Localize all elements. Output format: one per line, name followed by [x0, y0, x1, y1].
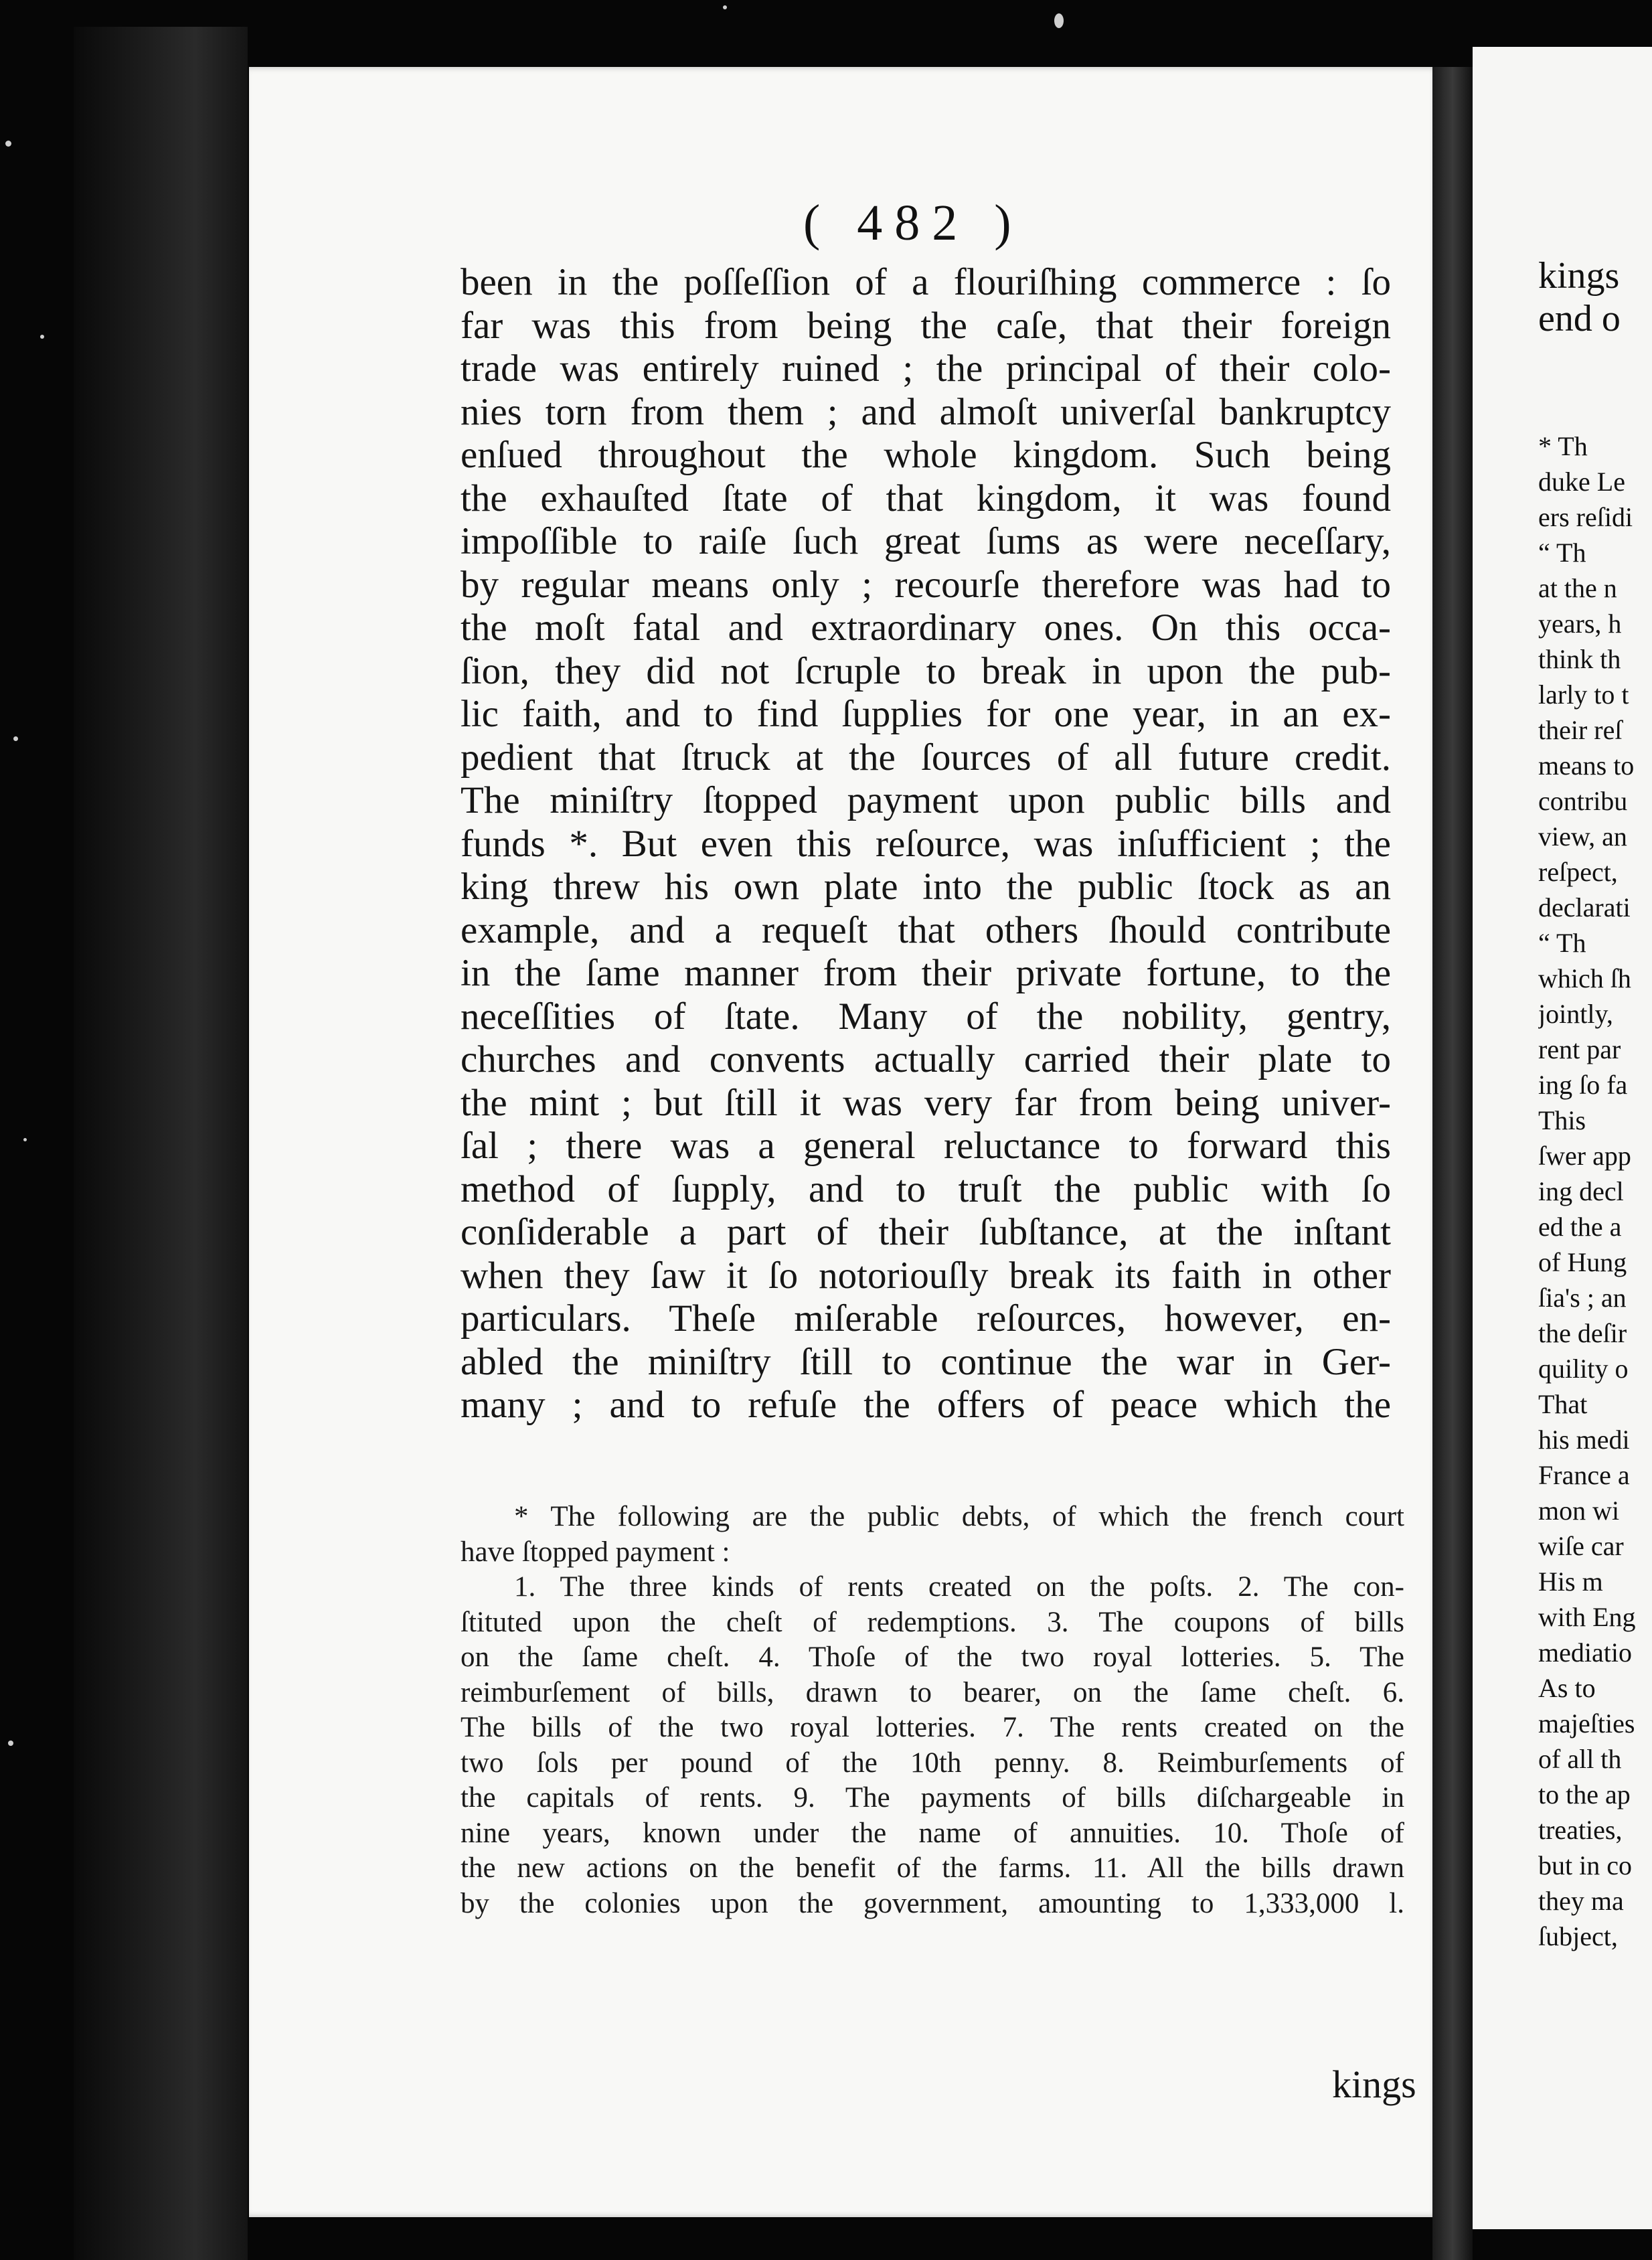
text-line: neceſſities of ſtate. Many of the nobility, gentry, — [461, 995, 1391, 1038]
text-line: the mint ; but ſtill it was very far from being univer- — [461, 1081, 1391, 1124]
facing-line: treaties, — [1538, 1815, 1623, 1845]
facing-line: “ Th — [1538, 538, 1586, 568]
text-line: nies torn from them ; and almoſt univerſal bankruptcy — [461, 390, 1391, 433]
facing-line: means to — [1538, 750, 1635, 781]
dust-speck — [13, 736, 18, 741]
text-line: ſal ; there was a general reluctance to forward this — [461, 1125, 1391, 1167]
facing-line: of Hung — [1538, 1247, 1627, 1277]
text-line: been in the poſſeſſion of a flouriſhing commerce : ſo — [461, 261, 1391, 303]
text-line: conſiderable a part of their ſubſtance, at the inſtant — [461, 1211, 1391, 1253]
facing-line: mediatio — [1538, 1637, 1632, 1668]
facing-line: That — [1538, 1389, 1588, 1419]
text-line: in the ſame manner from their private fortune, to the — [461, 952, 1391, 994]
facing-line: mon wi — [1538, 1496, 1620, 1526]
dust-speck — [40, 335, 44, 339]
facing-line: ſubject, — [1538, 1921, 1618, 1951]
text-line: abled the miniſtry ſtill to continue the war in Ger- — [461, 1340, 1391, 1383]
facing-page-heading-text — [1538, 254, 1652, 340]
facing-line: jointly, — [1538, 999, 1613, 1029]
facing-line: * Th — [1538, 431, 1588, 461]
catchword: kings — [1332, 2063, 1416, 2106]
footnote-line: on the ſame cheſt. 4. Thoſe of the two royal lotteries. 5. The — [461, 1641, 1404, 1673]
footnote-line: The bills of the two royal lotteries. 7. The rents created on the — [461, 1712, 1404, 1743]
footnote-line: 1. The three kinds of rents created on the poſts. 2. The con- — [514, 1571, 1404, 1603]
facing-line: their reſ — [1538, 715, 1623, 745]
text-line: funds *. But even this reſource, was inſufficient ; the — [461, 822, 1391, 865]
text-line: far was this from being the caſe, that their foreign — [461, 304, 1391, 347]
facing-line: wiſe car — [1538, 1531, 1624, 1561]
facing-line: contribu — [1538, 786, 1628, 816]
facing-line: ing decl — [1538, 1176, 1624, 1206]
facing-line: but in co — [1538, 1850, 1632, 1880]
facing-line: ſia's ; an — [1538, 1283, 1627, 1313]
footnote-line: ſtituted upon the cheſt of redemptions. 3. The coupons of bills — [461, 1606, 1404, 1638]
footnote-line: nine years, known under the name of annuities. 10. Thoſe of — [461, 1817, 1404, 1849]
facing-line: France a — [1538, 1460, 1630, 1490]
facing-line: which ſh — [1538, 963, 1631, 993]
facing-line: view, an — [1538, 821, 1627, 852]
footnote-line: * The following are the public debts, of which the french court — [514, 1501, 1404, 1532]
page-number: ( 482 ) — [803, 195, 1023, 251]
dust-speck — [23, 1138, 27, 1141]
footnote-line: by the colonies upon the government, amounting to 1,333,000 l. — [461, 1887, 1404, 1919]
text-line: The miniſtry ſtopped payment upon public bills and — [461, 779, 1391, 821]
text-line: enſued throughout the whole kingdom. Such being — [461, 434, 1391, 476]
facing-line: ing ſo fa — [1538, 1070, 1628, 1100]
facing-line: quility o — [1538, 1354, 1629, 1384]
text-line: particulars. Theſe miſerable reſources, however, en- — [461, 1297, 1391, 1340]
facing-line: ed the a — [1538, 1212, 1622, 1242]
facing-line: “ Th — [1538, 928, 1586, 958]
facing-line: declarati — [1538, 892, 1631, 922]
facing-line: rent par — [1538, 1034, 1621, 1064]
text-line: lic faith, and to find ſupplies for one year, in an ex- — [461, 693, 1391, 735]
text-line: trade was entirely ruined ; the principal of their colo- — [461, 347, 1391, 390]
dust-speck — [723, 5, 727, 9]
facing-line: his medi — [1538, 1425, 1630, 1455]
footnote-line: reimburſement of bills, drawn to bearer, on the ſame cheſt. 6. — [461, 1676, 1404, 1708]
facing-line: end o — [1538, 298, 1621, 339]
facing-line: they ma — [1538, 1886, 1624, 1916]
text-line: example, and a requeſt that others ſhould contribute — [461, 908, 1391, 951]
text-line: pedient that ſtruck at the ſources of all future credit. — [461, 736, 1391, 779]
facing-line: This — [1538, 1105, 1586, 1135]
text-line: many ; and to refuſe the offers of peace which the — [461, 1384, 1391, 1426]
text-line: impoſſible to raiſe ſuch great ſums as were neceſſary, — [461, 520, 1391, 562]
facing-line: years, h — [1538, 609, 1622, 639]
footnote-line: the capitals of rents. 9. The payments of bills diſchargeable in — [461, 1782, 1404, 1813]
text-line: king threw his own plate into the public ſtock as an — [461, 866, 1391, 908]
dust-speck — [8, 1741, 13, 1746]
facing-line: His m — [1538, 1566, 1603, 1597]
facing-line: with Eng — [1538, 1602, 1636, 1632]
text-line: method of ſupply, and to truſt the public with ſo — [461, 1167, 1391, 1210]
text-line: by regular means only ; recourſe therefore was had to — [461, 563, 1391, 606]
facing-line: majeſties — [1538, 1708, 1635, 1739]
book-edge — [74, 27, 248, 2260]
footnote-line: two ſols per pound of the 10th penny. 8. Reimburſements of — [461, 1747, 1404, 1779]
facing-line: larly to t — [1538, 679, 1629, 710]
text-line: churches and convents actually carried their plate to — [461, 1038, 1391, 1080]
facing-line: ers reſidi — [1538, 502, 1633, 532]
facing-line: think th — [1538, 644, 1621, 674]
text-line: the exhauſted ſtate of that kingdom, it was found — [461, 477, 1391, 519]
book-spine — [1432, 67, 1473, 2260]
facing-line: duke Le — [1538, 467, 1625, 497]
facing-line: of all th — [1538, 1744, 1622, 1774]
facing-line: ſwer app — [1538, 1141, 1631, 1171]
facing-page-text — [1538, 428, 1652, 1954]
main-text-block — [461, 261, 1391, 1427]
footnote-block — [461, 1500, 1404, 1921]
facing-line: kings — [1538, 255, 1620, 297]
dust-speck — [5, 141, 11, 147]
text-line: when they ſaw it ſo notoriouſly break its faith in other — [461, 1254, 1391, 1297]
text-line: ſion, they did not ſcruple to break in upon the pub- — [461, 649, 1391, 692]
facing-line: to the ap — [1538, 1779, 1631, 1809]
text-line: the moſt fatal and extraordinary ones. On this occa- — [461, 607, 1391, 649]
facing-line: As to — [1538, 1673, 1596, 1703]
dust-speck — [1054, 13, 1064, 28]
facing-line: the deſir — [1538, 1318, 1627, 1348]
footnote-line: have ſtopped payment : — [461, 1536, 730, 1568]
facing-line: reſpect, — [1538, 857, 1618, 887]
footnote-line: the new actions on the benefit of the farms. 11. All the bills drawn — [461, 1852, 1404, 1884]
facing-line: at the n — [1538, 573, 1617, 603]
